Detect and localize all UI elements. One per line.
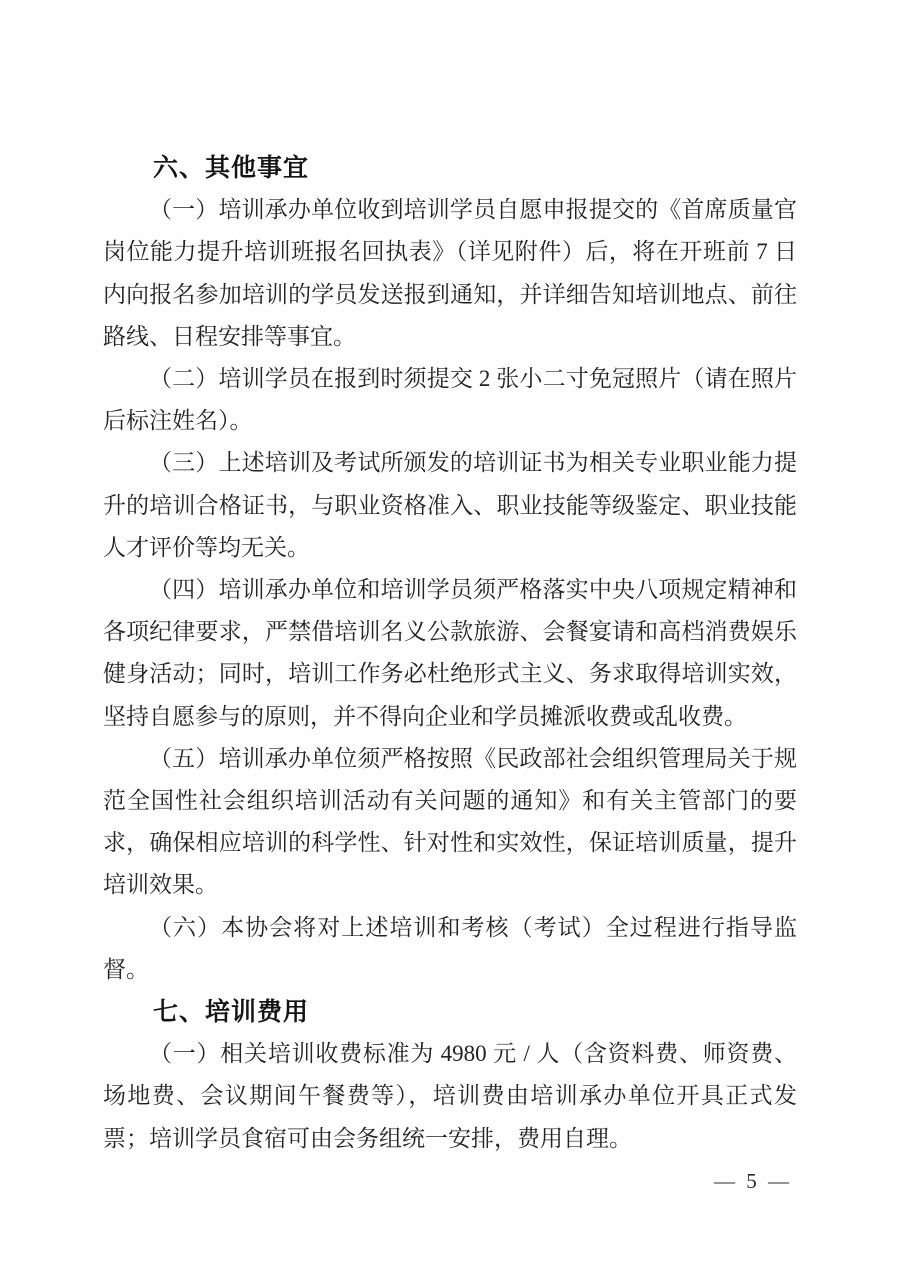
document-content: [103, 147, 797, 1160]
paragraph: （五）培训承办单位须严格按照《民政部社会组织管理局关于规范全国性社会组织培训活动有关问题的通知》和有关主管部门的要求，确保相应培训的科学性、针对性和实效性，保证培训质量，提升培训效果。: [103, 745, 797, 898]
paragraph: （一）相关培训收费标准为 4980 元 / 人（含资料费、师资费、场地费、会议期间午餐费等），培训费由培训承办单位开具正式发票；培训学员食宿可由会务组统一安排，费用自理。: [103, 1041, 797, 1151]
paragraph: （四）培训承办单位和培训学员须严格落实中央八项规定精神和各项纪律要求，严禁借培训名义公款旅游、会餐宴请和高档消费娱乐健身活动；同时，培训工作务必杜绝形式主义、务求取得培训实效，坚持自愿参与的原则，并不得向企业和学员摊派收费或乱收费。: [103, 577, 797, 729]
paragraph: （六）本协会将对上述培训和考核（考试）全过程进行指导监督。: [103, 914, 797, 982]
section-heading-other-matters: 六、其他事宜: [153, 154, 310, 182]
paragraph: （一）培训承办单位收到培训学员自愿申报提交的《首席质量官岗位能力提升培训班报名回执表》（详见附件）后，将在开班前 7 日内向报名参加培训的学员发送报到通知，并详细告知培训地点、前往路线、日程安排等事宜。: [103, 197, 797, 349]
section-other-matters: [103, 147, 797, 991]
section-heading-training-fees: 七、培训费用: [153, 998, 310, 1027]
page-number: — 5 —: [714, 1169, 792, 1193]
section-training-fees: [103, 991, 797, 1160]
paragraph: （二）培训学员在报到时须提交 2 张小二寸免冠照片（请在照片后标注姓名）。: [103, 366, 797, 434]
paragraph: （三）上述培训及考试所颁发的培训证书为相关专业职业能力提升的培训合格证书，与职业资格准入、职业技能等级鉴定、职业技能人才评价等均无关。: [103, 450, 797, 560]
